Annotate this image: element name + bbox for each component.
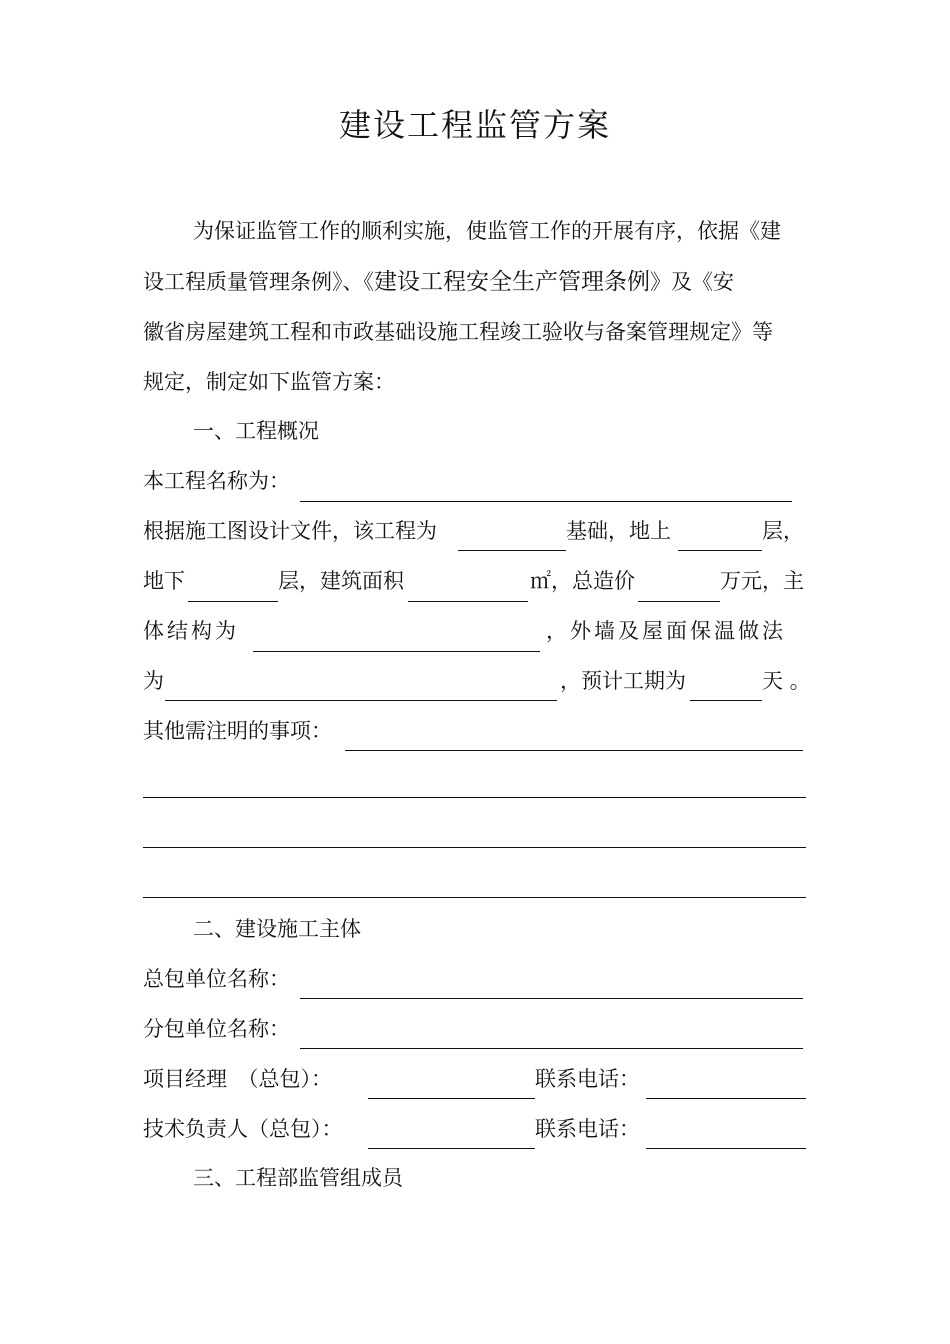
other-notes-label: 其他需注明的事项：	[143, 719, 332, 743]
pm-phone-label: 联系电话：	[535, 1067, 640, 1091]
intro-line-2: 设工程质量管理条例》、《建设工程安全生产管理条例》及《安	[143, 269, 734, 295]
project-name-blank[interactable]	[300, 501, 792, 502]
section-heading-parties: 二、建设施工主体	[193, 917, 361, 941]
insulation-label: ，外墙及屋面保温做法	[546, 619, 786, 643]
other-notes-blank-3[interactable]	[143, 847, 806, 848]
project-name-label: 本工程名称为：	[143, 469, 290, 493]
duration-label: ，预计工期为	[560, 669, 686, 693]
insulation-method-blank[interactable]	[165, 700, 557, 701]
tech-phone-label: 联系电话：	[535, 1117, 640, 1141]
other-notes-blank-2[interactable]	[143, 797, 806, 798]
subcontractor-label: 分包单位名称：	[143, 1017, 290, 1041]
foundation-label: 根据施工图设计文件，该工程为	[143, 519, 437, 543]
tech-lead-blank[interactable]	[368, 1148, 535, 1149]
duration-unit-label: 天 。	[762, 669, 811, 693]
structure-type-blank[interactable]	[253, 651, 540, 652]
tech-lead-label: 技术负责人（总包）：	[143, 1117, 343, 1141]
structure-label: 体结构为	[143, 619, 239, 643]
above-ground-label: 基础，地上	[566, 519, 671, 543]
project-manager-blank[interactable]	[368, 1098, 535, 1099]
cost-unit-label: 万元，主	[720, 569, 804, 593]
below-ground-floors-blank[interactable]	[188, 601, 278, 602]
above-ground-floors-blank[interactable]	[678, 550, 762, 551]
intro-line-3: 徽省房屋建筑工程和市政基础设施工程竣工验收与备案管理规定》等	[143, 320, 773, 344]
insulation-prefix: 为	[143, 669, 164, 693]
floors-unit-label: 层，	[762, 519, 804, 543]
intro-line-1: 为保证监管工作的顺利实施，使监管工作的开展有序，依据《建	[193, 219, 781, 243]
intro-line-4: 规定，制定如下监管方案：	[143, 370, 395, 394]
building-area-blank[interactable]	[408, 601, 528, 602]
foundation-type-blank[interactable]	[458, 550, 566, 551]
below-ground-label: 地下	[143, 569, 185, 593]
general-contractor-blank[interactable]	[300, 998, 803, 999]
duration-blank[interactable]	[690, 700, 762, 701]
tech-phone-blank[interactable]	[646, 1148, 806, 1149]
document-title: 建设工程监管方案	[338, 106, 611, 144]
section-heading-team: 三、工程部监管组成员	[193, 1166, 403, 1190]
pm-phone-blank[interactable]	[646, 1098, 806, 1099]
total-cost-blank[interactable]	[638, 601, 720, 602]
section-heading-overview: 一、工程概况	[193, 419, 319, 443]
total-cost-label: ㎡，总造价	[530, 569, 635, 593]
building-area-label: 层，建筑面积	[278, 569, 404, 593]
subcontractor-blank[interactable]	[300, 1048, 803, 1049]
other-notes-blank-4[interactable]	[143, 897, 806, 898]
project-manager-label: 项目经理 （总包）：	[143, 1067, 332, 1091]
general-contractor-label: 总包单位名称：	[143, 967, 290, 991]
other-notes-blank-1[interactable]	[345, 750, 803, 751]
